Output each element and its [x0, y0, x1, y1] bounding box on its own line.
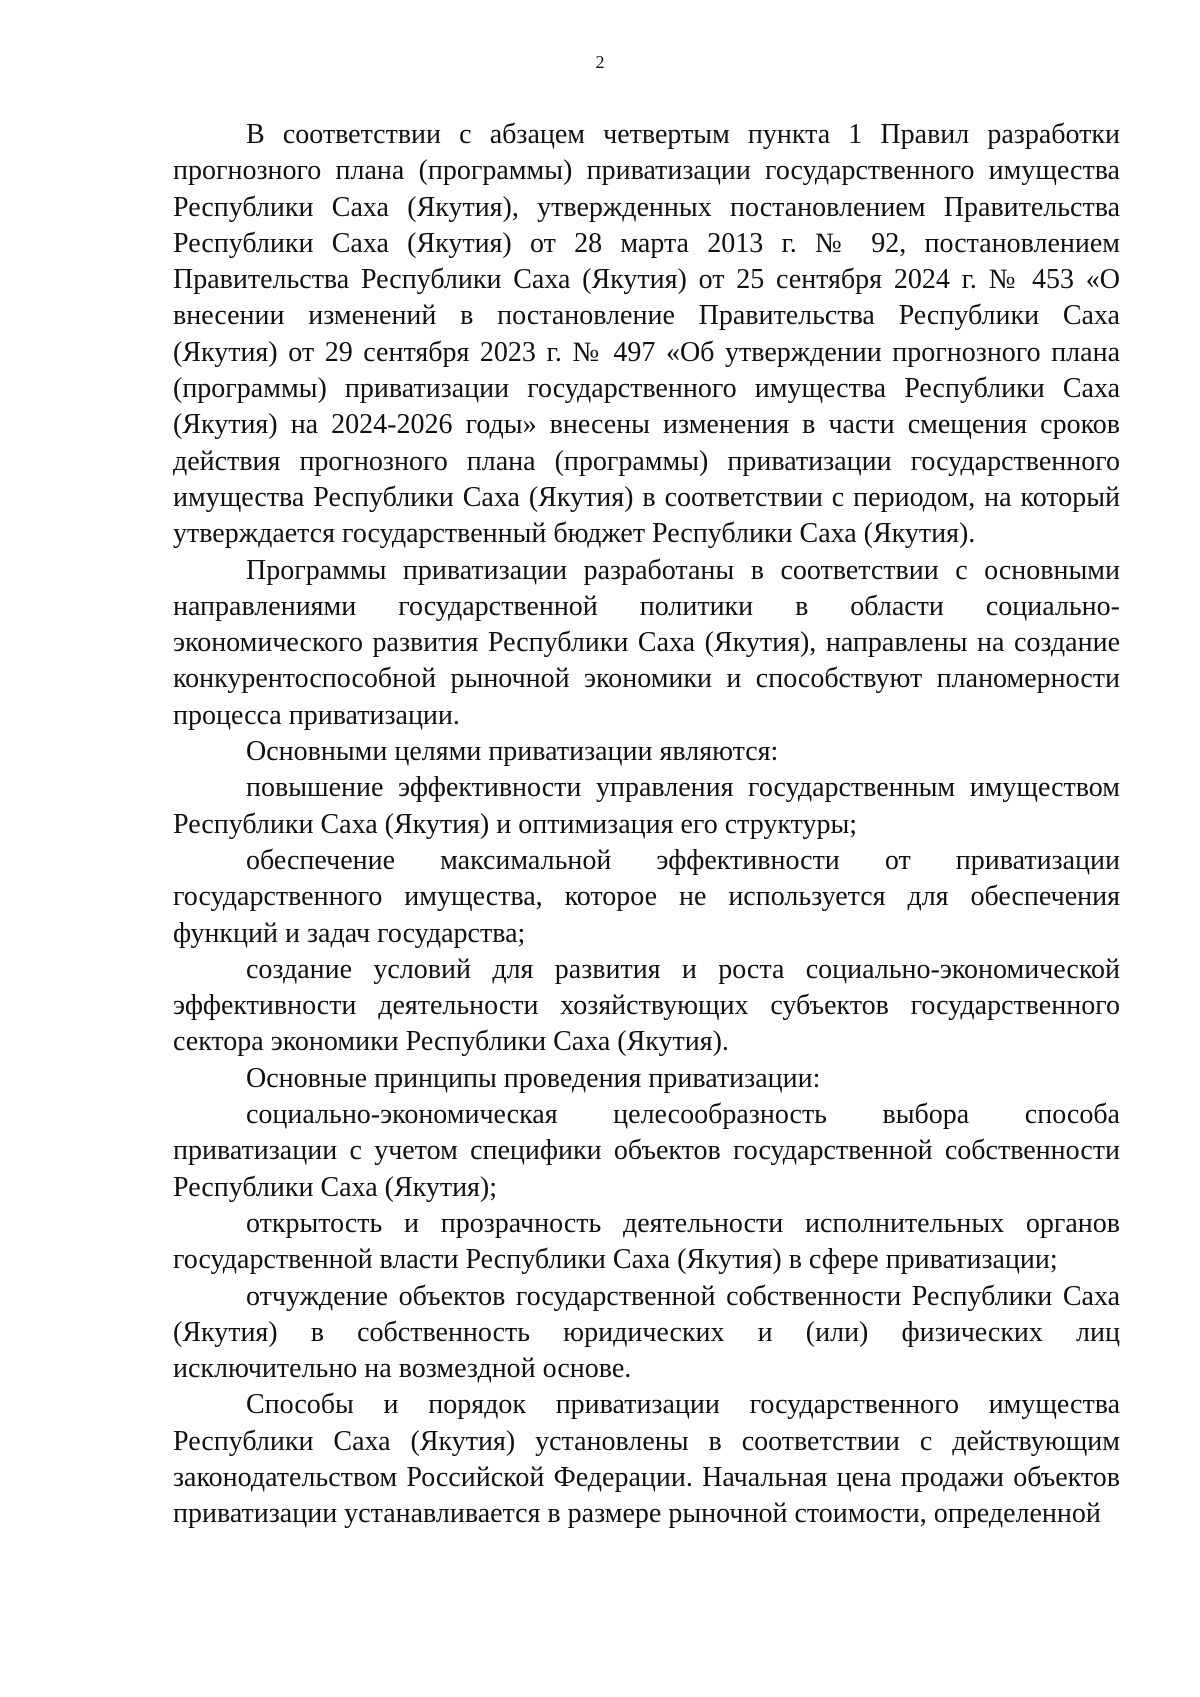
page-number: 2: [595, 52, 605, 72]
paragraph-principles-heading: Основные принципы проведения приватизации:: [246, 1062, 821, 1094]
principle-item-expediency: социально-экономическая целесообразность выбора способа приватизации с учетом специфики объектов государственной собственности Республики Саха (Якутия);: [173, 1099, 1120, 1203]
goal-item-efficiency: повышение эффективности управления государственным имуществом Республики Саха (Якутия) и оптимизация его структуры;: [173, 772, 1120, 840]
principle-item-transparency: открытость и прозрачность деятельности исполнительных органов государственной власти Республики Саха (Якутия) в сфере приватизации;: [173, 1207, 1120, 1276]
paragraph-goals-heading: Основными целями приватизации являются:: [246, 736, 779, 768]
paragraph-legal-basis: В соответствии с абзацем четвертым пункта 1 Правил разработки прогнозного плана (программы) приватизации государственного имущества Республики Саха (Якутия), утвержденных постановлением Правительства Республики Саха (Якутия) от 28 марта 2013 г. № 92, постановлением Правительства Республики Саха (Якутия) от 25 сентября 2024 г. № 453 «О внесении изменений в постановление Правительства Республики Саха (Якутия) от 29 сентября 2023 г. № 497 «Об утверждении прогнозного плана (программы) приватизации государственного имущества Республики Саха (Якутия) на 2024-2026 годы» внесены изменения в части смещения сроков действия прогнозного плана (программы) приватизации государственного имущества Республики Саха (Якутия) в соответствии с периодом, на который утверждается государственный бюджет Республики Саха (Якутия).: [173, 119, 1120, 550]
goal-item-development-conditions: создание условий для развития и роста социально-экономической эффективности деятельности хозяйствующих субъектов государственного сектора экономики Республики Саха (Якутия).: [173, 953, 1120, 1058]
paragraph-methods-and-procedure: Способы и порядок приватизации государственного имущества Республики Саха (Якутия) установлены в соответствии с действующим законодательством Российской Федерации. Начальная цена продажи объектов приватизации устанавливается в размере рыночной стоимости, определенной: [173, 1389, 1120, 1530]
goal-item-maximum-efficiency: обеспечение максимальной эффективности от приватизации государственного имущества, которое не используется для обеспечения функций и задач государства;: [173, 844, 1120, 949]
paragraph-program-development: Программы приватизации разработаны в соответствии с основными направлениями государственной политики в области социально-экономического развития Республики Саха (Якутия), направлены на создание конкурентоспособной рыночной экономики и способствуют планомерности процесса приватизации.: [173, 554, 1120, 731]
document-body: [173, 117, 1120, 1533]
principle-item-paid-basis: отчуждение объектов государственной собственности Республики Саха (Якутия) в собственность юридических и (или) физических лиц исключительно на возмездной основе.: [173, 1280, 1120, 1385]
